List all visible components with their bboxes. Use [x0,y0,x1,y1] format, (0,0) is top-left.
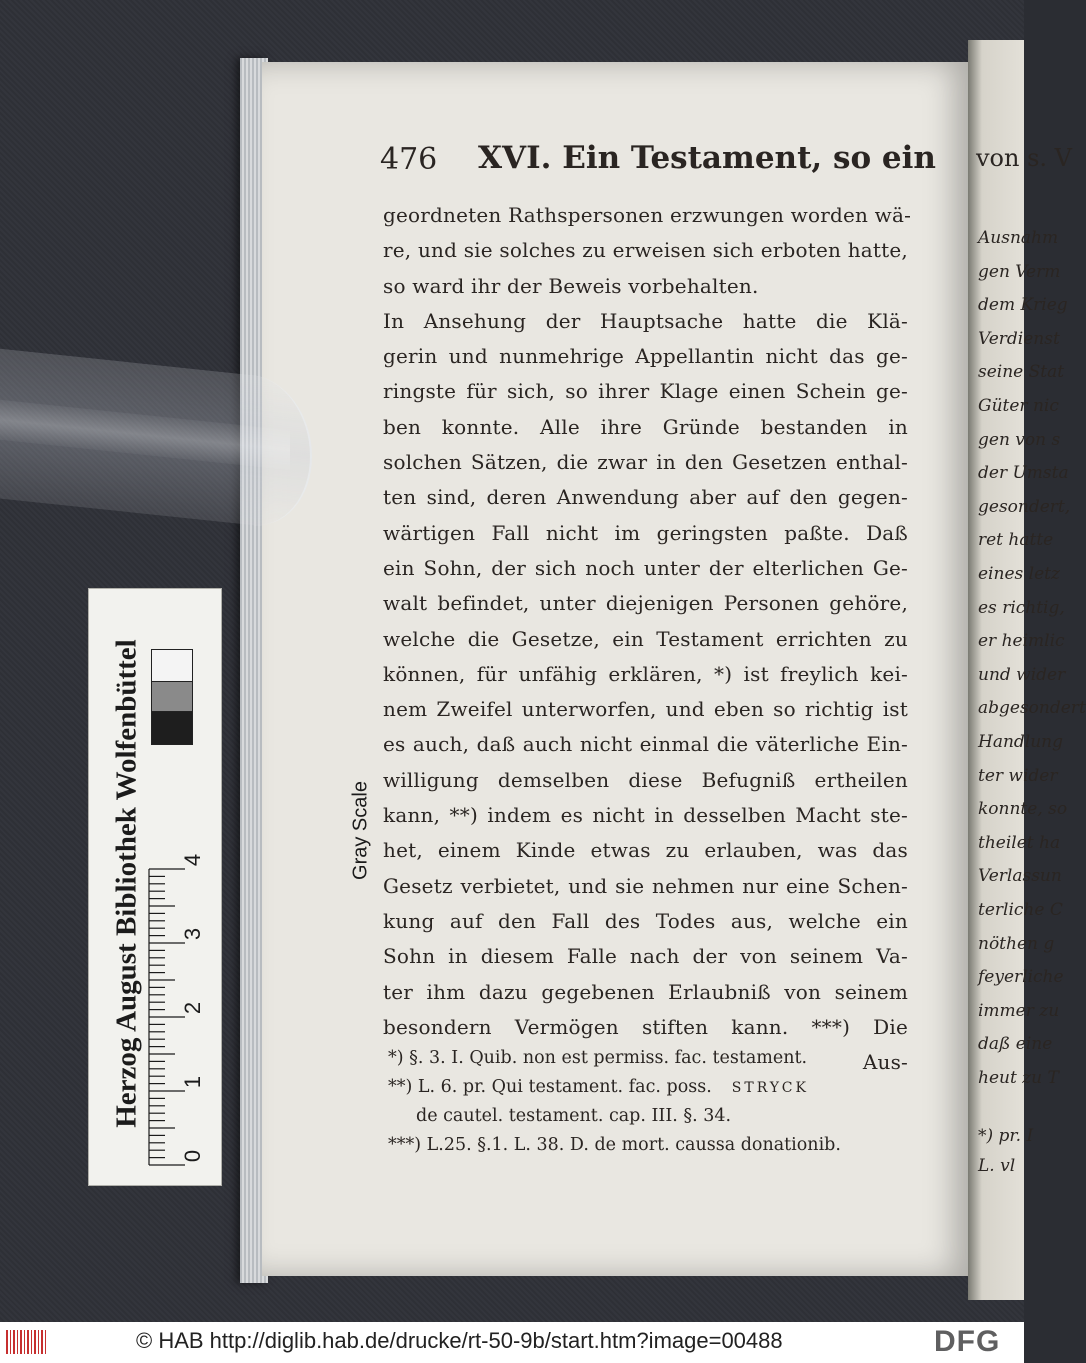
footnote-2-author: STRYCK [731,1080,809,1096]
footnote-2 [388,1073,913,1102]
body-line: besondern Vermögen stiften kann. ***) Die [383,1014,908,1039]
facing-page-line: eines letz [978,564,1060,584]
facing-page-line: gen Verm [978,261,1061,282]
footnote-2-text: **) L. 6. pr. Qui testament. fac. poss. [388,1077,712,1097]
facing-page-line: immer zu [978,1000,1060,1021]
gray-swatch-light [151,649,193,683]
body-line: können, für unfähig erklären, *) ist freylich kei- [383,661,908,686]
catchword: Aus- [862,1050,908,1075]
body-line: willigung demselben diese Befugniß ertheilen [383,767,908,792]
ruler-number-0: 0 [180,1149,206,1163]
ruler-institution [107,589,147,1185]
facing-page-line: nöthen g [978,933,1055,954]
facing-page-line: theilet ha [978,832,1061,853]
gray-swatch-mid [151,681,193,713]
body-line: wärtigen Fall nicht im geringsten paßte. Daß [383,520,908,545]
body-line: es auch, daß auch nicht einmal die väterliche Ein- [383,732,908,757]
body-line: walt befindet, unter diejenigen Personen gehöre, [383,591,908,616]
body-line: gerin und nunmehrige Appellantin nicht das ge- [383,344,908,369]
body-line: solchen Sätzen, die zwar in den Gesetzen enthal- [383,450,908,475]
facing-page-line: gen von s [978,429,1061,450]
facing-page-line: Ausnahm [978,228,1059,248]
facing-page-footnote: L. vl [978,1156,1016,1176]
body-line: geordneten Rathspersonen erzwungen worden wä- [383,203,912,227]
ruler-scale-label [235,589,372,880]
facing-page-line: der Umsta [978,463,1069,484]
ruler-number-1: 1 [180,1075,206,1089]
facing-page-line: daß eine [978,1034,1053,1055]
ruler-ticks [147,843,211,1175]
page-header [380,140,936,184]
facing-page-footnote: *) pr. I [978,1126,1034,1146]
facing-page-line: Verdienst [978,328,1060,349]
footnote-1: *) §. 3. I. Quib. non est permiss. fac. testament. [388,1048,808,1068]
facing-page-line: feyerliche [978,967,1064,988]
footnote-3: ***) L.25. §.1. L. 38. D. de mort. caussa donationib. [388,1135,841,1155]
facing-page-line: und wider [978,664,1066,685]
facing-page-line: Handlung [978,732,1064,752]
facing-page-head: von s. V [976,144,1072,172]
body-line: ter ihm dazu gegebenen Erlaubniß von seinem [383,979,908,1004]
body-line: welche die Gesetze, ein Testament errichten zu [383,626,908,651]
gray-swatch-dark [151,711,193,745]
facing-page-line: heut zu T [978,1068,1059,1088]
ruler-scale-label-text: Gray Scale [349,781,372,880]
body-line: ein Sohn, der sich noch unter der elterlichen Ge- [383,555,908,580]
facing-page-line: er heimlic [978,631,1065,652]
ruler-number-3: 3 [180,927,206,941]
barcode-icon [6,1330,48,1354]
facing-page-line: ret hatte [978,530,1054,551]
facing-page [968,40,1086,1300]
facing-page-line: konnte, so [978,799,1068,820]
body-line: Sohn in diesem Falle nach der von seinem Va- [383,944,908,969]
footnote-2-continued: de cautel. testament. cap. III. §. 34. [416,1106,732,1126]
body-line: so ward ihr der Beweis vorbehalten. [383,273,759,298]
body-line: Gesetz verbietet, und sie nehmen nur eine Schen- [383,873,908,898]
body-line: In Ansehung der Hauptsache hatte die Klä- [383,308,908,333]
ruler-institution-text: Herzog August Bibliothek Wolfenbüttel [110,639,143,1128]
page-number: 476 [380,142,438,177]
body-line: het, einem Kinde etwas zu erlauben, was das [383,838,908,863]
body-line: ben konnte. Alle ihre Gründe bestanden in [383,414,908,439]
body-line: ringste für sich, so ihrer Klage einen Schein ge- [383,379,908,404]
ruler-number-2: 2 [180,1001,206,1015]
facing-page-line: abgesondert [978,698,1086,719]
body-line: kung auf den Fall des Todes aus, welche ein [383,908,908,933]
running-title: XVI. Ein Testament, so ein [478,140,936,176]
facing-page-line: seine Stat [978,362,1065,383]
dfg-logo: DFG [934,1325,1001,1358]
ruler-number-4: 4 [180,853,206,867]
body-line: kann, **) indem es nicht in desselben Macht ste- [383,803,908,828]
color-scale-ruler [88,588,372,1186]
facing-page-line: ter wider [978,765,1058,786]
footer-bar [0,1322,1024,1363]
body-text [383,198,912,1080]
footnotes [388,1044,913,1160]
copyright-link[interactable]: © HAB http://diglib.hab.de/drucke/rt-50-9b/start.htm?image=00488 [136,1328,783,1353]
facing-page-line: gesondert, [978,496,1071,517]
facing-page-line: Verlassun [978,866,1062,887]
facing-page-line: dem Krieg [978,295,1068,316]
body-line: re, und sie solches zu erweisen sich erboten hatte, [383,238,908,263]
facing-page-line: terliche C [978,900,1063,920]
body-line: ten sind, deren Anwendung aber auf den gegen- [383,485,908,510]
facing-page-line: es richtig, [978,597,1065,618]
body-line: nem Zweifel unterworfen, und eben so richtig ist [383,697,908,722]
facing-page-line: Güter nic [978,396,1059,416]
